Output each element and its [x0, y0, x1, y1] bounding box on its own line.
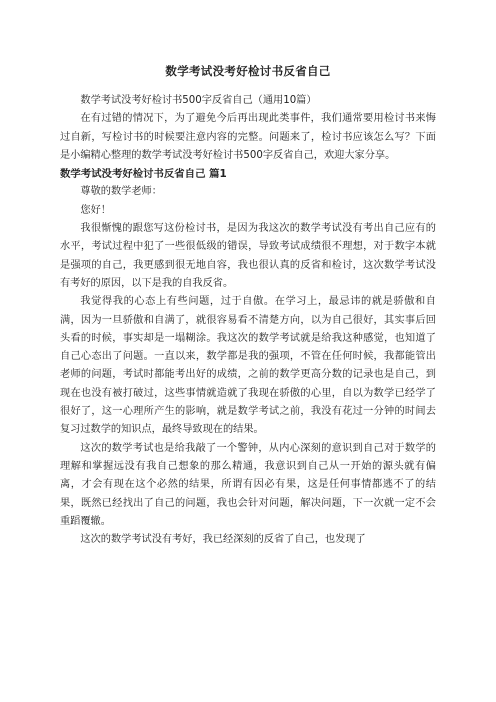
paragraph: 这次的数学考试也是给我敲了一个警钟，从内心深刻的意识到自己对于数学的理解和掌握远没有我自己想象的那么精通，我意识到自己从一开始的源头就有偏离，才会有现在这个必然的结果，所谓有因必有果，这是任何事情都逃不了的结果，既然已经找出了自己的问题，我也会针对问题，解决问题，下一次就一定不会重蹈覆辙。 [60, 442, 436, 527]
paragraph: 在有过错的情况下，为了避免今后再出现此类事件，我们通常要用检讨书来悔过自新，写检讨书的时候要注意内容的完整。问题来了，检讨书应该怎么写？下面是小编精心整理的数学考试没考好检讨书500字反省自己，欢迎大家分享。 [60, 113, 436, 161]
paragraph: 数学考试没考好检讨书500字反省自己（通用10篇） [80, 95, 317, 106]
paragraph-list [60, 92, 436, 549]
document-title: 数学考试没考好检讨书反省自己 [165, 64, 331, 78]
paragraph: 尊敬的数学老师： [80, 186, 162, 198]
paragraph: 您好！ [80, 204, 111, 216]
section-heading: 数学考试没考好检讨书反省自己 篇1 [60, 168, 227, 181]
paragraph: 这次的数学考试没有考好，我已经深刻的反省了自己，也发现了 [80, 534, 366, 546]
document-body [60, 64, 436, 549]
paragraph: 我觉得我的心态上有些问题，过于自傲。在学习上，最忌讳的就是骄傲和自满，因为一旦骄傲和自满了，就很容易看不清楚方向，以为自己很好，其实事后回头看的时候，事实却是一塌糊涂。我这次的数学考试就是给我这种感觉，也知道了自己心态出了问题。一直以来，数学都是我的强项，不管在任何时候，我都能管出老师的问题，考试时都能考出好的成绩，之前的数学更高分数的记录也是自己，到现在也没有被打破过，这些事情就造就了我现在骄傲的心里，自以为数学已经学了很好了，这一心理所产生的影响，就是数学考试之前，我没有花过一分钟的时间去复习过数学的知识点，最终导致现在的结果。 [60, 296, 436, 436]
paragraph: 我很惭愧的跟您写这份检讨书，是因为我这次的数学考试没有考出自己应有的水平，考试过程中犯了一些很低级的错误，导致考试成绩很不理想，对于数字本就是强项的自己，我更感到很无地自容，我也很认真的反省和检讨，这次数学考试没有考好的原因，以下是我的自我反省。 [60, 223, 436, 289]
